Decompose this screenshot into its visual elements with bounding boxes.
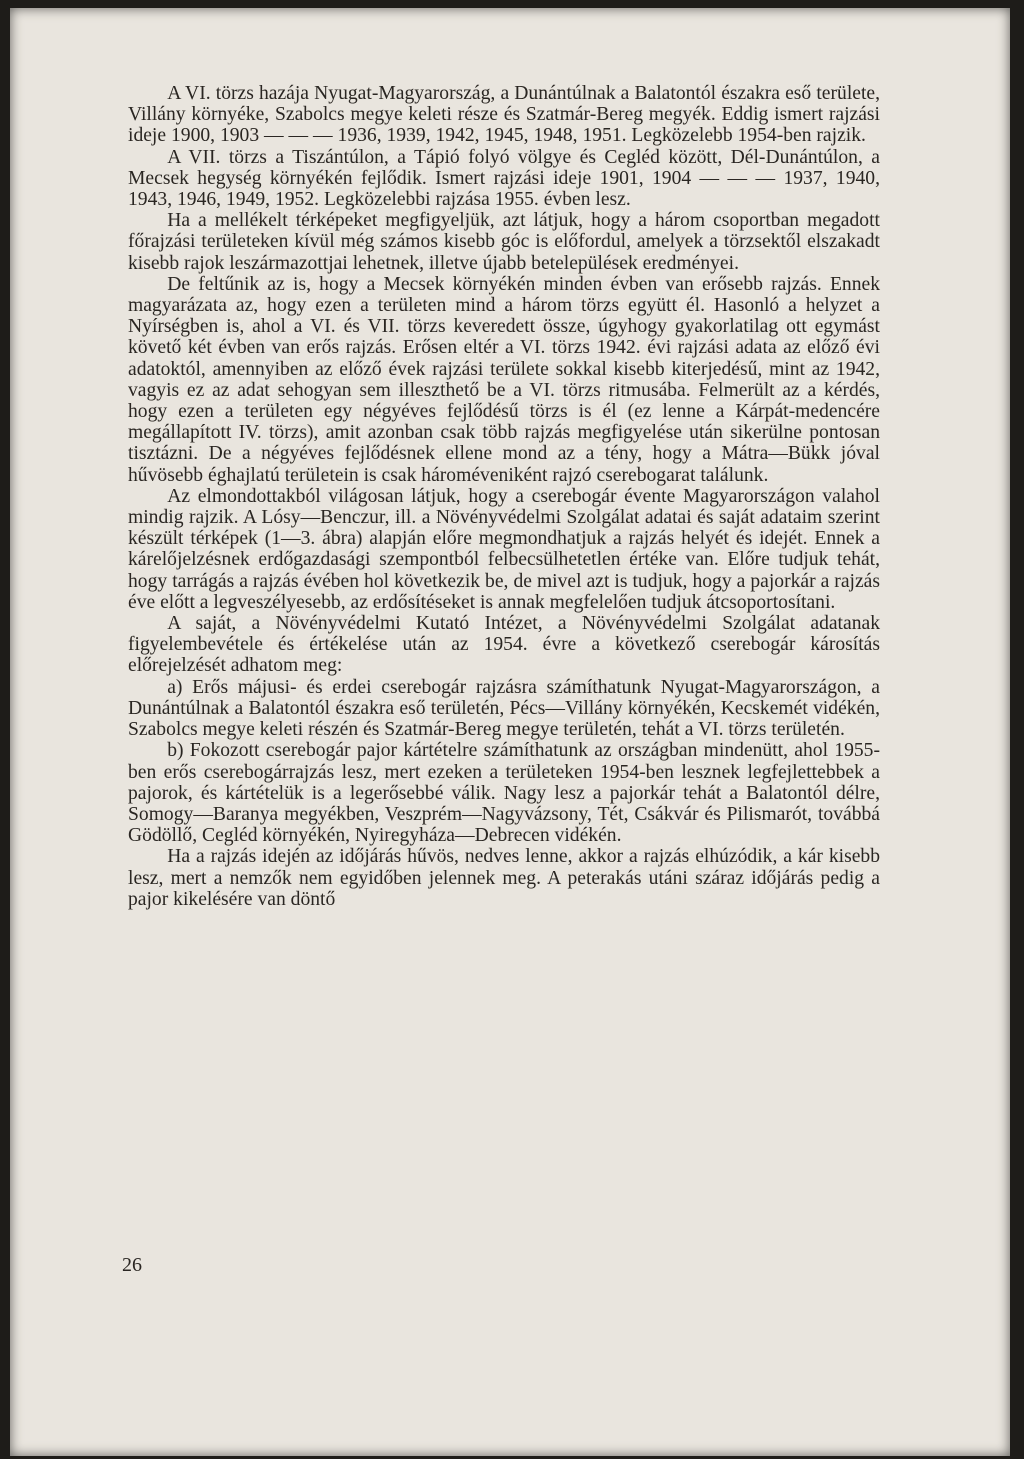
paragraph-elmondottak: Az elmondottakból világosan látjuk, hogy a cserebogár évente Magyarországon valahol mindig rajzik. A Lósy—Benczur, ill. a Növényvédelmi Szolgálat adatai és saját adataim szerint készült térképek (1—3. ábra) alapján előre megmondhatjuk a rajzás helyét és idejét. Ennek a kárelőjelzésnek erdőgazdasági szempontból felbecsülhetetlen értéke van. Előre tudjuk tehát, hogy tarrágás a rajzás évében hol következik be, de mivel azt is tudjuk, hogy a pajorkár a rajzás éve előtt a legveszélyesebb, az erdősítéseket is annak megfelelően tudjuk átcsoportosítani. [128, 485, 880, 613]
paragraph-vi-torzs: A VI. törzs hazája Nyugat-Magyarország, a Dunántúlnak a Balatontól északra eső területe, Villány környéke, Szabolcs megye keleti része és Szatmár-Bereg megyék. Eddig ismert rajzási ideje 1900, 1903 — — — 1936, 1939, 1942, 1945, 1948, 1951. Legközelebb 1954-ben rajzik. [128, 83, 880, 147]
paragraph-item-a: a) Erős májusi- és erdei cserebogár rajzásra számíthatunk Nyugat-Magyarországon, a Dunántúlnak a Balatontól északra eső területén, Pécs—Villány környékén, Kecskemét vidékén, Szabolcs megye keleti részén és Szatmár-Bereg megye területén, tehát a VI. törzs területén. [128, 676, 880, 741]
paragraph-idojaras: Ha a rajzás idején az időjárás hűvös, nedves lenne, akkor a rajzás elhúzódik, a kár kisebb lesz, mert a nemzők nem egyidőben jelennek meg. A peterakás utáni száraz időjárás pedig a pajor kikelésére van döntő [128, 846, 880, 910]
paragraph-elorejelzes: A saját, a Növényvédelmi Kutató Intézet, a Növényvédelmi Szolgálat adatanak figyelembevétele és értékelése után az 1954. évre a következő cserebogár károsítás előrejelzését adhatom meg: [128, 613, 880, 677]
paragraph-vii-torzs: A VII. törzs a Tiszántúlon, a Tápió folyó völgye és Cegléd között, Dél-Dunántúlon, a Mecsek hegység környékén fejlődik. Ismert rajzási ideje 1901, 1904 — — — 1937, 1940, 1943, 1946, 1949, 1952. Legközelebbi rajzása 1955. évben lesz. [128, 146, 880, 211]
body-text [128, 83, 880, 910]
paragraph-mecsek: De feltűnik az is, hogy a Mecsek környékén minden évben van erősebb rajzás. Ennek magyarázata az, hogy ezen a területen mind a három törzs együtt él. Hasonló a helyzet a Nyírségben is, ahol a VI. és VII. törzs keveredett össze, úgyhogy gyakorlatilag ott egymást követő két évben van erős rajzás. Erősen eltér a VI. törzs 1942. évi rajzási adata az előző évi adatoktól, amennyiben az előző évek rajzási területe sokkal kisebb kiterjedésű, mint az 1942, vagyis ez az adat sehogyan sem illeszthető be a VI. törzs ritmusába. Felmerült az a kérdés, hogy ezen a területen egy négyéves fejlődésű törzs is él (ez lenne a Kárpát-medencére megállapított IV. törzs), amit azonban csak több rajzás megfigyelése után sikerülne pontosan tisztázni. De a négyéves fejlődésnek ellene mond az a tény, hogy a Mátra—Bükk jóval hűvösebb éghajlatú területein is csak hároméveniként rajzó cserebogarat találunk. [128, 273, 880, 486]
page-number: 26 [122, 1254, 142, 1276]
paragraph-item-b: b) Fokozott cserebogár pajor kártételre számíthatunk az országban mindenütt, ahol 1955-ben erős cserebogárrajzás lesz, mert ezeken a területeken 1954-ben lesznek legfejlettebbek a pajorok, és kártételük is a legerősebbé válik. Nagy lesz a pajorkár tehát a Balatontól délre, Somogy—Baranya megyékben, Veszprém—Nagyvázsony, Tét, Csákvár és Pilismarót, továbbá Gödöllő, Cegléd környékén, Nyiregyháza—Debrecen vidékén. [128, 740, 880, 847]
book-page [10, 8, 1010, 1456]
paragraph-terkepek: Ha a mellékelt térképeket megfigyeljük, azt látjuk, hogy a három csoportban megadott főrajzási területeken kívül még számos kisebb góc is előfordul, amelyek a törzsektől elszakadt kisebb rajok leszármazottjai lehetnek, illetve újabb betelepülések eredményei. [128, 210, 880, 274]
